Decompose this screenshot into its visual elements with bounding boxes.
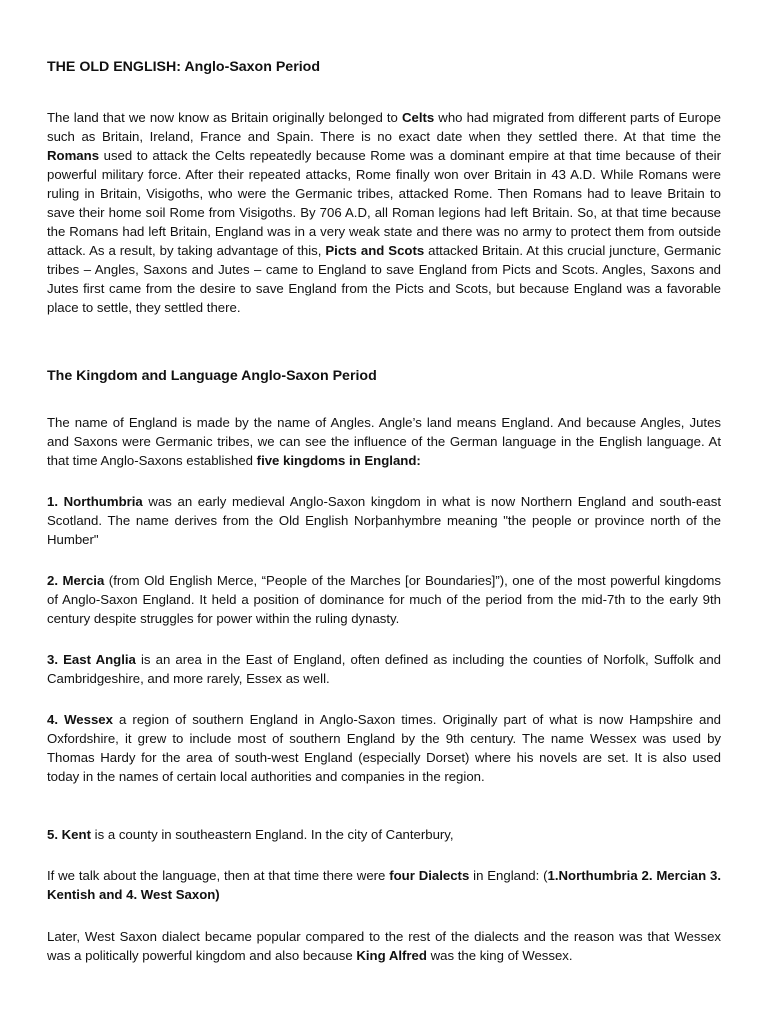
name-text-1: The name of England is made by the name of Angles. Angle’s land means England. And because Angles, Jutes and Saxons were Germanic tribes, we can see the influence of the German language in the English language. At that time Anglo-Saxons established xyxy=(47,415,721,469)
kingdom-item-northumbria xyxy=(47,492,721,549)
kingdom-item-mercia xyxy=(47,571,721,628)
later-bold-king-alfred: King Alfred xyxy=(356,948,427,964)
name-bold-five-kingdoms: five kingdoms xyxy=(256,453,346,469)
kingdom-label: 3. East Anglia xyxy=(47,652,136,667)
kingdom-text: is a county in southeastern England. In the city of Canterbury, xyxy=(90,827,454,842)
kingdom-text: a region of southern England in Anglo-Saxon times. Originally part of what is now Hampshire and Oxfordshire, it grew to include most of southern England by the 9th century. The name Wessex was used by Thomas Hardy for the area of south-west England (especially Dorset) where his novels are set. It is also used today in the names of certain local authorities and companies in the region. xyxy=(47,712,721,785)
kingdom-label: 4. Wessex xyxy=(47,712,113,727)
intro-bold-picts-scots: Picts and Scots xyxy=(325,243,425,259)
name-text-2: in England: xyxy=(345,453,421,469)
intro-bold-celts: Celts xyxy=(401,110,435,125)
kingdom-label: 5. Kent xyxy=(47,827,91,842)
west-saxon-paragraph xyxy=(47,927,721,965)
kingdom-label: 2. Mercia xyxy=(47,573,105,588)
intro-text-1: The land that we now know as Britain originally belonged to xyxy=(47,110,402,125)
intro-text-3: used to attack the Celts repeatedly because Rome was a dominant empire at that time because of their powerful military force. After their repeated attacks, Rome finally won over Britain in 43 A.D. While Romans were ruling in Britain, Visigoths, who were the Germanic tribes, attacked Rome. Then Romans had to leave Britain to save their home soil Rome from Visigoths. By 706 A.D, all Roman legions had left Britain. So, at that time because the Romans had left Britain, England was in a very weak state and there was no army to protect them from outside attack. As a result, by taking advantage of this, xyxy=(47,148,721,259)
kingdom-item-wessex xyxy=(47,710,721,786)
later-text-1: Later, West Saxon dialect became popular compared to the rest of the dialects and the reason was that Wessex was a politically powerful kingdom and also because xyxy=(47,929,721,964)
language-bold-four-dialects: four Dialects xyxy=(389,868,470,883)
later-text-2: was the king of Wessex. xyxy=(426,948,573,964)
kingdom-text: is an area in the East of England, often defined as including the counties of Norfolk, Suffolk and Cambridgeshire, and more rarely, Essex as well. xyxy=(47,652,722,687)
kingdom-item-east-anglia xyxy=(47,650,721,688)
intro-paragraph xyxy=(47,108,721,318)
kingdom-label: 1. Northumbria xyxy=(47,494,143,509)
kingdom-heading: The Kingdom and Language Anglo-Saxon Period xyxy=(47,368,377,384)
kingdom-item-kent xyxy=(47,825,721,844)
england-name-paragraph xyxy=(47,413,721,470)
language-text-2: in England: ( xyxy=(469,868,548,883)
intro-text-4: attacked Britain. At this crucial juncture, Germanic tribes – Angles, Saxons and Jutes – came to England to save England from Picts and Scots. Angles, Saxons and Jutes first came from the desire to save England from the Picts and Scots, but because England was a favorable place to settle, they settled there. xyxy=(47,243,721,316)
language-text-1: If we talk about the language, then at that time there were xyxy=(47,868,390,883)
intro-text-2: who had migrated from different parts of Europe such as Britain, Ireland, France and Spain. There is no exact date when they settled there. At that time the xyxy=(47,110,721,145)
kingdom-text: (from Old English Merce, “People of the Marches [or Boundaries]”), one of the most powerful kingdoms of Anglo-Saxon England. It held a position of dominance for much of the period from the mid-7th to the early 9th century despite struggles for power within the ruling dynasty. xyxy=(47,573,721,627)
intro-bold-romans: Romans xyxy=(47,148,100,164)
page-title: THE OLD ENGLISH: Anglo-Saxon Period xyxy=(47,59,320,75)
language-paragraph xyxy=(47,866,721,904)
kingdom-text: was an early medieval Anglo-Saxon kingdom in what is now Northern England and south-east Scotland. The name derives from the Old English Norþanhymbre meaning "the people or province north of the Humber" xyxy=(47,494,721,548)
language-bold-dialect-list: 1.Northumbria 2. Mercian 3. Kentish and 4. West Saxon) xyxy=(47,868,721,903)
